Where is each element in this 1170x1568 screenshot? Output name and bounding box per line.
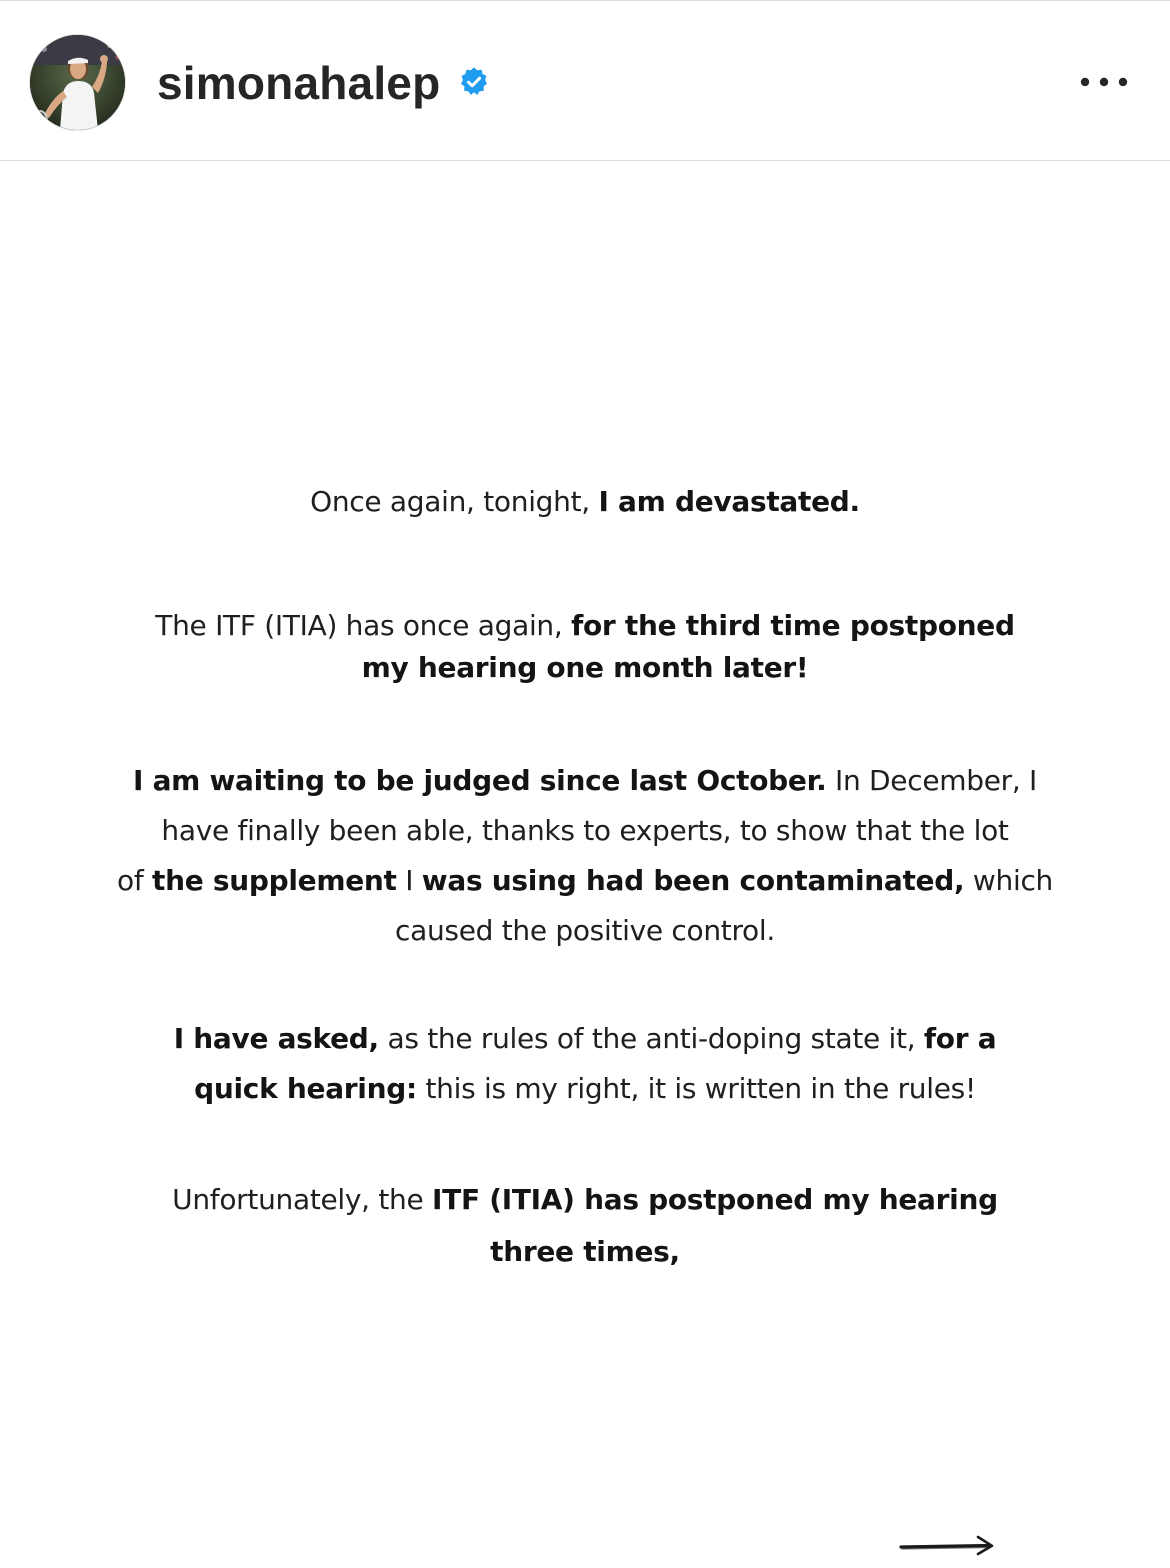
- statement-line: [0, 651, 1170, 684]
- username[interactable]: simonahalep: [157, 57, 441, 109]
- statement-line: [0, 764, 1170, 797]
- statement-line: [0, 814, 1170, 847]
- statement-line: [0, 609, 1170, 642]
- arrow-right-icon[interactable]: [898, 1532, 996, 1560]
- text-segment: of: [117, 864, 152, 897]
- bold-text: I am devastated.: [598, 485, 860, 518]
- text-segment: caused the positive control.: [395, 914, 775, 947]
- bold-text: my hearing one month later!: [361, 651, 809, 684]
- text-segment: The ITF (ITIA) has once again,: [155, 609, 572, 642]
- avatar[interactable]: [30, 35, 125, 130]
- statement-line: [0, 1183, 1170, 1216]
- statement-line: [0, 485, 1170, 518]
- statement-line: [0, 1022, 1170, 1055]
- more-options-icon[interactable]: [1078, 65, 1130, 99]
- statement-line: [0, 1072, 1170, 1105]
- text-segment: Unfortunately, the: [172, 1183, 433, 1216]
- text-segment: In December, I: [826, 764, 1037, 797]
- text-segment: I: [396, 864, 422, 897]
- bold-text: was using had been contaminated,: [421, 864, 965, 897]
- bold-text: the supplement: [152, 864, 397, 897]
- text-segment: which: [964, 864, 1053, 897]
- text-segment: have finally been able, thanks to experts, to show that the lot: [161, 814, 1009, 847]
- statement-line: [0, 914, 1170, 947]
- statement-line: [0, 864, 1170, 897]
- bold-text: for the third time postponed: [571, 609, 1015, 642]
- bold-text: ITF (ITIA) has postponed my hearing: [432, 1183, 998, 1216]
- text-segment: Once again, tonight,: [310, 485, 599, 518]
- text-segment: this is my right, it is written in the rules!: [416, 1072, 976, 1105]
- bold-text: quick hearing:: [194, 1072, 417, 1105]
- bold-text: for a: [923, 1022, 997, 1055]
- post-header: [0, 0, 1170, 161]
- bold-text: I have asked,: [173, 1022, 379, 1055]
- profile-photo-icon: [30, 35, 125, 130]
- bold-text: three times,: [490, 1235, 680, 1268]
- statement-line: [0, 1235, 1170, 1268]
- verified-badge-icon: [458, 66, 490, 98]
- bold-text: I am waiting to be judged since last October.: [133, 764, 827, 797]
- text-segment: as the rules of the anti-doping state it,: [378, 1022, 924, 1055]
- post-image[interactable]: [0, 161, 1170, 1568]
